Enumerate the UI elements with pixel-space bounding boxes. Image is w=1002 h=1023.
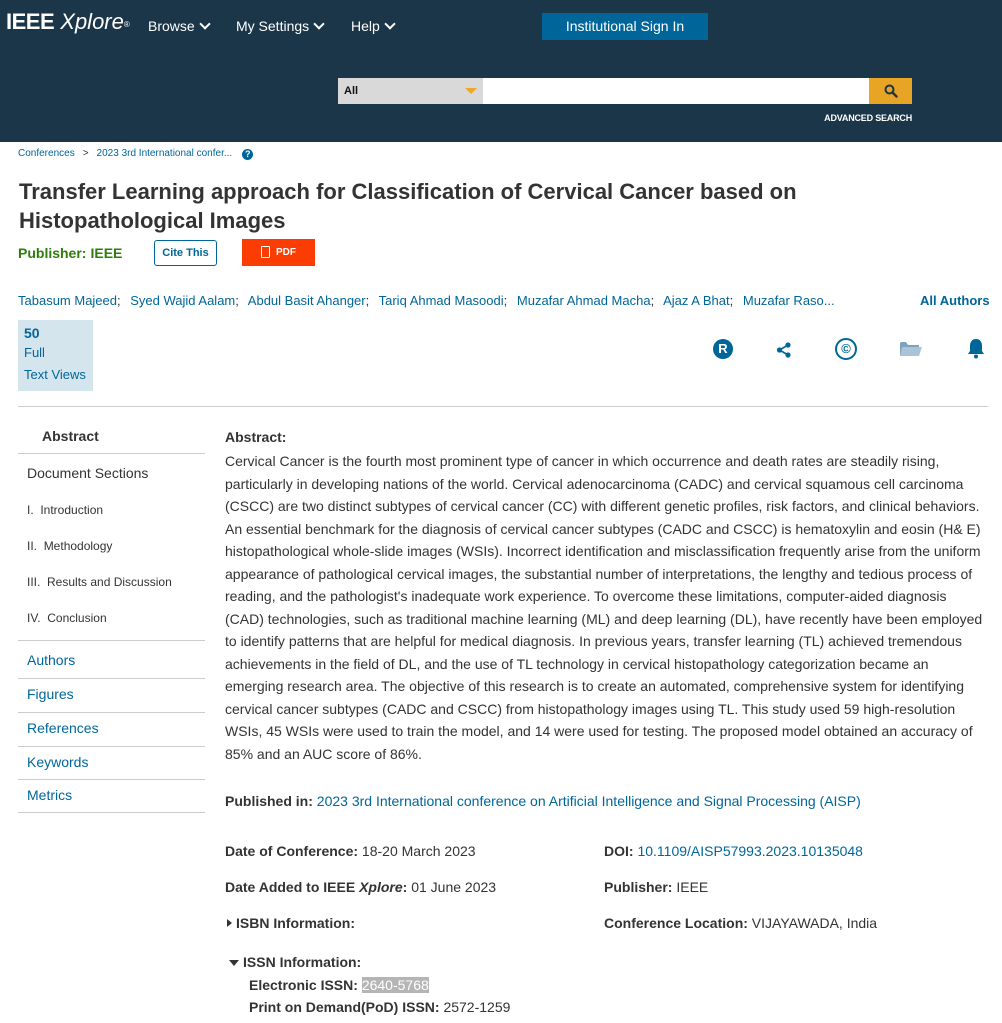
sidebar-divider (18, 779, 205, 780)
views-label: Full (24, 345, 45, 360)
abstract-section (225, 429, 985, 765)
search-icon (884, 84, 898, 98)
published-in: Published in: 2023 3rd International conference on Artificial Intelligence and Signal Processing (AISP) (225, 793, 861, 809)
caret-down-icon (465, 88, 477, 94)
ieee-xplore-logo[interactable]: IEEE Xplore® (6, 9, 130, 34)
sidebar-item-authors[interactable]: Authors (27, 652, 76, 668)
advanced-search-link[interactable]: ADVANCED SEARCH (824, 113, 912, 123)
sidebar-divider (18, 746, 205, 747)
search-input[interactable] (483, 78, 869, 104)
date-added: Date Added to IEEE Xplore: 01 June 2023 (225, 879, 497, 895)
breadcrumb (18, 148, 253, 160)
pdf-button[interactable]: PDF (242, 239, 315, 266)
collapse-arrow-icon (229, 960, 239, 966)
publisher-detail: Publisher: IEEE (604, 879, 709, 895)
author-link[interactable]: Muzafar Raso... (742, 293, 835, 308)
search-scope-select[interactable]: All (338, 78, 483, 104)
nav-browse[interactable]: Browse (148, 18, 209, 34)
published-in-link[interactable]: 2023 3rd International conference on Artificial Intelligence and Signal Processing (AISP) (316, 793, 861, 809)
site-header (0, 0, 1002, 142)
author-link[interactable]: Muzafar Ahmad Macha (516, 293, 651, 308)
sidebar-item-introduction[interactable]: I. Introduction (27, 503, 104, 517)
sidebar-divider (18, 712, 205, 713)
issn-info-toggle[interactable]: ISSN Information: (229, 954, 361, 970)
share-icon[interactable] (775, 341, 797, 363)
author-list: Tabasum Majeed; Syed Wajid Aalam; Abdul Basit Ahanger; Tariq Ahmad Masoodi; Muzafar Ahmad Macha; Ajaz A Bhat; Muzafar Raso... (18, 293, 835, 308)
cite-this-button[interactable]: Cite This (154, 240, 217, 266)
author-link[interactable]: Syed Wajid Aalam (130, 293, 236, 308)
section-divider (18, 406, 988, 407)
publisher-info: Publisher: IEEE (18, 245, 123, 261)
sidebar-item-figures[interactable]: Figures (27, 686, 74, 702)
sidebar-item-conclusion[interactable]: IV. Conclusion (27, 611, 107, 625)
sidebar-divider (18, 812, 205, 813)
author-link[interactable]: Tabasum Majeed (18, 293, 117, 308)
sidebar-item-results[interactable]: III. Results and Discussion (27, 575, 172, 589)
sidebar-item-abstract[interactable]: Abstract (42, 428, 99, 444)
sidebar-divider (18, 678, 205, 679)
chevron-down-icon (384, 18, 395, 29)
date-of-conference: Date of Conference: 18-20 March 2023 (225, 843, 476, 859)
expand-arrow-icon (227, 919, 232, 927)
chevron-down-icon (199, 18, 210, 29)
author-link[interactable]: Abdul Basit Ahanger (247, 293, 366, 308)
pod-issn: Print on Demand(PoD) ISSN: 2572-1259 (249, 999, 511, 1015)
sidebar-sections-heading: Document Sections (27, 465, 149, 481)
bell-icon[interactable] (966, 337, 988, 359)
copyright-icon[interactable]: © (835, 338, 857, 360)
nav-my-settings[interactable]: My Settings (236, 18, 323, 34)
pdf-file-icon (261, 246, 270, 258)
doi-link[interactable]: 10.1109/AISP57993.2023.10135048 (637, 843, 863, 859)
views-count: 50 (24, 325, 40, 341)
breadcrumb-separator: > (82, 148, 89, 159)
sidebar-item-references[interactable]: References (27, 720, 99, 736)
rights-permissions-icon[interactable]: R (713, 339, 733, 359)
page-title: Transfer Learning approach for Classification of Cervical Cancer based on Histopathological Images (19, 179, 797, 233)
sidebar-divider (18, 640, 205, 641)
institutional-sign-in-button[interactable]: Institutional Sign In (542, 13, 708, 40)
all-authors-link[interactable]: All Authors (920, 293, 990, 308)
isbn-info-toggle[interactable]: ISBN Information: (227, 915, 355, 931)
nav-help[interactable]: Help (351, 18, 394, 34)
author-link[interactable]: Ajaz A Bhat (663, 293, 730, 308)
conference-location: Conference Location: VIJAYAWADA, India (604, 915, 878, 931)
abstract-heading: Abstract: (225, 429, 287, 445)
help-icon[interactable]: ? (242, 149, 253, 160)
doi: DOI: 10.1109/AISP57993.2023.10135048 (604, 843, 863, 859)
breadcrumb-conference[interactable]: 2023 3rd International confer... (96, 148, 233, 159)
abstract-text: Cervical Cancer is the fourth most prominent type of cancer in which occurrence and death rates are steadily rising, particularly in developing nations of the world. Cervical adenocarcinoma (CADC) and cervical squamous cell carcinoma (CSCC) are two distinct subtypes of cervical cancer (CC) with different genetic profiles, risk factors, and clinical behaviors. An essential benchmark for the diagnosis of cervical cancer subtypes (CADC and CSCC) is hematoxylin and eosin (H& E) histopathological whole-slide images (WSIs). Incorrect identification and misclassification frequently arise from the uniform appearance of pathological cervical images, the substantial number of interpretations, the lengthy and tedious process of reading, and the pathologist's inadequate work experience. To overcome these limitations, computer-aided diagnosis (CAD) technologies, such as traditional machine learning (ML) and deep learning (DL), have recently have been employed to identify patterns that are helpful for medical diagnosis. In previous years, transfer learning (TL) achieved tremendous achievements in the field of DL, and the use of TL technology in cervical histopathology categorization became an emerging research area. The objective of this research is to create an automated, comprehensive system for identifying cervical cancer subtypes (CADC and CSCC) from histopathology images using TL. This study used 59 high-resolution WSIs, 45 WSIs were used to train the model, and 14 were used for testing. The proposed model obtained an accuracy of 85% and an AUC score of 86%. (225, 453, 983, 762)
folder-icon[interactable] (899, 340, 921, 362)
sidebar-item-metrics[interactable]: Metrics (27, 787, 73, 803)
full-text-views-badge[interactable] (18, 320, 93, 391)
views-label: Text Views (24, 367, 86, 382)
sidebar-divider (18, 453, 205, 454)
chevron-down-icon (313, 18, 324, 29)
breadcrumb-conferences[interactable]: Conferences (18, 148, 75, 159)
electronic-issn-value: 2640-5768 (361, 977, 429, 993)
search-button[interactable] (869, 78, 912, 104)
author-link[interactable]: Tariq Ahmad Masoodi (378, 293, 504, 308)
sidebar-item-keywords[interactable]: Keywords (27, 754, 89, 770)
sidebar-item-methodology[interactable]: II. Methodology (27, 539, 113, 553)
electronic-issn: Electronic ISSN: 2640-5768 (249, 977, 429, 993)
